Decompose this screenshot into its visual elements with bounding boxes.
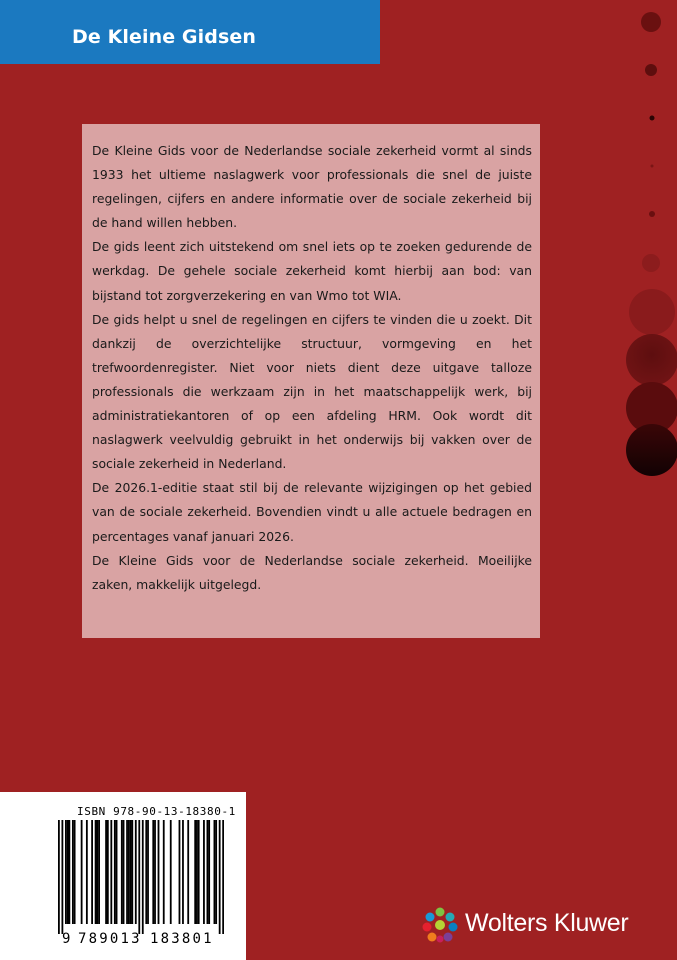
barcode-bar — [203, 820, 205, 924]
barcode-bar — [170, 820, 172, 924]
barcode-bar — [114, 820, 116, 924]
barcode-bar — [158, 820, 160, 924]
barcode-bar — [135, 820, 137, 924]
dot — [629, 289, 675, 335]
dot — [650, 116, 655, 121]
barcode-bar — [163, 820, 165, 924]
barcode-bar — [91, 820, 93, 924]
barcode-bar — [196, 820, 198, 924]
barcode-bar — [65, 820, 67, 924]
dot — [641, 12, 661, 32]
barcode-bar — [95, 820, 97, 924]
barcode-bar — [131, 820, 133, 924]
dot — [645, 64, 657, 76]
dot — [642, 254, 660, 272]
dot — [649, 211, 655, 217]
barcode-bar — [142, 820, 144, 934]
barcode-bar — [123, 820, 125, 924]
barcode-bar — [222, 820, 224, 934]
barcode-bar — [219, 820, 221, 934]
wolters-kluwer-logo-icon — [421, 906, 459, 944]
blurb-paragraph: De Kleine Gids voor de Nederlandse sociale zekerheid. Moeilijke zaken, makkelijk uitgelegd. — [92, 552, 532, 592]
barcode-bar — [154, 820, 156, 924]
barcode-bar — [98, 820, 100, 924]
blurb-paragraph: De gids helpt u snel de regelingen en cijfers te vinden die u zoekt. Dit dankzij de overzichtelijke structuur, vormgeving en het trefwoordenregister. Niet voor niets dient deze uitgave talloze professionals die werkzaam zijn in het maatschappelijk werk, bij administratiekantoren of op een afdeling HRM. Ook wordt dit naslagwerk veelvuldig gebruikt in het onderwijs bij vakken over de sociale zekerheid in Nederland. — [92, 311, 532, 472]
barcode-bar — [138, 820, 140, 934]
barcode-bar — [128, 820, 130, 924]
barcode-left-digits: 789013 — [78, 931, 142, 947]
blurb-paragraph: De 2026.1-editie staat stil bij de relevante wijzigingen op het gebied van de sociale zekerheid. Bovendien vindt u alle actuele bedragen en percentages vanaf januari 2026. — [92, 480, 532, 544]
blurb-text — [92, 139, 532, 597]
barcode-bar — [182, 820, 184, 924]
barcode-bar — [152, 820, 154, 924]
barcode-bar — [130, 820, 132, 924]
barcode-bar — [110, 820, 112, 924]
barcode-bar — [72, 820, 74, 924]
barcode-bar — [81, 820, 83, 924]
isbn-label: ISBN 978-90-13-18380-1 — [77, 805, 236, 818]
dot — [626, 424, 677, 476]
barcode-lead-digit: 9 — [62, 931, 71, 947]
barcode-bar — [61, 820, 63, 934]
barcode-bar — [187, 820, 189, 924]
barcode-bar — [121, 820, 123, 924]
barcode-bar — [58, 820, 60, 934]
barcode-bar — [86, 820, 88, 924]
blurb-paragraph: De gids leent zich uitstekend om snel iets op te zoeken gedurende de werkdag. De gehele sociale zekerheid komt hierbij aan bod: van bijstand tot zorgverzekering en van Wmo tot WIA. — [92, 239, 532, 303]
barcode-bar — [179, 820, 181, 924]
publisher-name: Wolters Kluwer — [465, 909, 629, 937]
barcode-icon — [58, 820, 224, 934]
barcode-bar — [215, 820, 217, 924]
barcode-bar — [116, 820, 118, 924]
barcode-bar — [74, 820, 76, 924]
dot — [651, 165, 654, 168]
dot — [626, 334, 677, 386]
barcode-bar — [105, 820, 107, 924]
barcode-bar — [147, 820, 149, 924]
barcode-bar — [208, 820, 210, 924]
series-title: De Kleine Gidsen — [72, 26, 256, 48]
barcode-bar — [107, 820, 109, 924]
barcode-bar — [198, 820, 200, 924]
barcode-bar — [194, 820, 196, 924]
barcode-bar — [214, 820, 216, 924]
blurb-paragraph: De Kleine Gids voor de Nederlandse sociale zekerheid vormt al sinds 1933 het ultieme naslagwerk voor professionals die snel de juiste regelingen, cijfers en andere informatie over de sociale zekerheid bij de hand willen hebben. — [92, 143, 532, 231]
barcode-bar — [145, 820, 147, 924]
barcode-bar — [67, 820, 69, 924]
barcode-bar — [96, 820, 98, 924]
barcode-right-digits: 183801 — [150, 931, 214, 947]
barcode-bar — [68, 820, 70, 924]
barcode-bar — [207, 820, 209, 924]
barcode-bar — [126, 820, 128, 924]
